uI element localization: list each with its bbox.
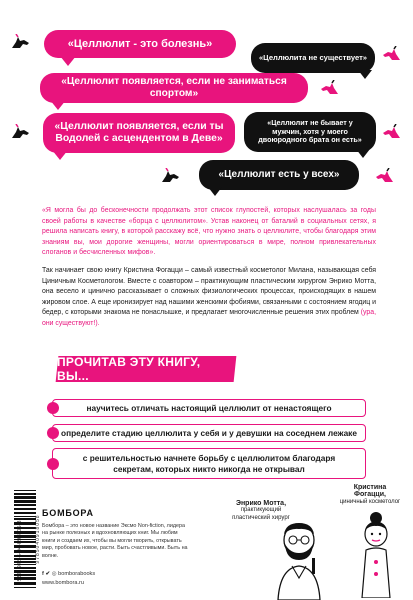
barcode <box>14 488 36 592</box>
benefit-item <box>52 448 366 479</box>
barcode-bar <box>14 527 36 529</box>
benefit-item <box>52 424 366 442</box>
barcode-bar <box>14 582 36 585</box>
author-caption-motta <box>224 500 298 522</box>
myth-bubble-disease <box>44 30 236 58</box>
unicorn-icon <box>380 46 402 62</box>
barcode-bar <box>14 577 36 580</box>
myth-text: «Целлюлит появляется, если ты Водолей с асцендентом в Деве» <box>54 120 224 144</box>
cta-banner <box>56 356 237 382</box>
bubble-tail <box>208 187 222 196</box>
book-description <box>42 266 376 330</box>
cta-text: ПРОЧИТАВ ЭТУ КНИГУ, ВЫ... <box>57 355 201 383</box>
bubble-tail <box>60 56 76 66</box>
myth-bubble-not-exists <box>251 43 375 73</box>
barcode-bar <box>14 504 36 506</box>
barcode-bar <box>14 493 36 495</box>
barcode-bar <box>14 490 36 491</box>
benefit-text: научитесь отличать настоящий целлюлит от ненастоящего <box>86 402 332 413</box>
unicorn-icon <box>160 168 182 184</box>
myth-text: «Целлюлит появляется, если не заниматься спортом» <box>61 75 287 99</box>
bubble-tail <box>52 150 68 160</box>
barcode-bar <box>14 541 36 543</box>
author-name: Энрико Мотта, <box>235 500 287 507</box>
author-role: циничный косметолог <box>339 498 401 505</box>
myth-text: «Целлюлит - это болезнь» <box>67 37 213 50</box>
social-links <box>42 571 95 577</box>
benefit-text: с решительностью начнете борьбу с целлюлитом благодаря секретам, которых никто никогда не открывал <box>82 453 336 474</box>
vk-icon[interactable]: f <box>42 571 44 577</box>
social-handle[interactable]: bomborabooks <box>58 571 96 577</box>
barcode-bar <box>14 558 36 560</box>
benefit-item <box>52 399 366 417</box>
publisher-logo: БОМБОРА <box>42 508 94 518</box>
unicorn-icon <box>318 80 340 96</box>
instagram-icon[interactable]: ◎ <box>51 571 57 577</box>
unicorn-icon <box>380 124 402 140</box>
unicorn-icon <box>373 168 395 184</box>
myth-bubble-men <box>244 112 376 152</box>
description-text: Так начинает свою книгу Кристина Фогацци – самый известный косметолог Милана, называющая себя Циничным Косметологом. Вместе с соавтором – практикующим пластическим хирургом Энрико Мотта, она весело и цинично рассказывает о сложных физиологических процессах, происходящих в нашем жировом слое. А еще иронизирует над нашими женскими фобиями, связанными с состоянием ягодиц и бедер, с которыми знакома не понаслышке, и предлагает многочисленные решения этих проблем <box>42 267 376 317</box>
bubble-tail <box>358 70 372 79</box>
barcode-bar <box>14 567 36 569</box>
barcode-bar <box>14 564 36 565</box>
bullet-dot-icon <box>47 458 59 470</box>
barcode-bar <box>14 516 36 517</box>
author-name: Кристина Фогацци, <box>353 484 387 499</box>
benefit-text: определите стадию целлюлита у себя и у девушки на соседнем лежаке <box>61 427 357 438</box>
barcode-bar <box>14 508 36 510</box>
barcode-bar <box>14 570 36 573</box>
barcode-bar <box>14 539 36 540</box>
barcode-bar <box>14 522 36 525</box>
barcode-bar <box>14 512 36 514</box>
barcode-bar <box>14 574 36 576</box>
publisher-site[interactable]: www.bombora.ru <box>42 580 84 586</box>
bullet-dot-icon <box>47 402 59 414</box>
barcode-bar <box>14 535 36 538</box>
myth-text: «Целлюлит не бывает у мужчин, хотя у моего двоюродного брата он есть» <box>258 118 362 145</box>
scalpel-icon <box>312 558 315 574</box>
bubble-tail <box>50 100 66 110</box>
unicorn-icon <box>10 124 32 140</box>
bullet-dot-icon <box>47 427 59 439</box>
unicorn-icon <box>10 34 32 50</box>
barcode-bar <box>14 587 36 588</box>
myth-bubble-everyone <box>199 160 359 190</box>
barcode-bar <box>14 561 36 563</box>
description-highlight: (ура, они существуют!). <box>42 309 376 327</box>
surgeon-illustration <box>272 520 326 600</box>
author-caption-fogazzi <box>338 484 402 506</box>
author-quote: «Я могла бы до бесконечности продолжать этот список глупостей, которых наслушалась за годы своей работы в качестве «борца с целлюлитом». Устав наконец от баталий в социальных сетях, я решила написать книгу, в которой расскажу всё, что нужно знать о целлюлите, чтобы благодаря этим знаниям вы, мои дорогие женщины, могли ориентироваться в мире, полном привлекательных слоганов и бесчисленных мифов». <box>42 207 376 257</box>
barcode-bar <box>14 545 36 548</box>
myth-bubble-sport <box>40 73 308 103</box>
barcode-bar <box>14 550 36 553</box>
myth-text: «Целлюлита не существует» <box>258 52 368 62</box>
publisher-description: Бомбора – это новое название Эксмо Non-fiction, лидера на рынке полезных и вдохновляющих книг. Мы любим книги и создаем их, чтобы вы могли творить, открывать мир, пробовать новое, расти. Быть счастливыми. Быть на волне. <box>42 523 188 559</box>
bubble-tail <box>356 149 370 158</box>
barcode-bar <box>14 500 36 503</box>
barcode-bar <box>14 531 36 534</box>
barcode-digits: 9785040918058 <box>35 514 41 564</box>
barcode-bar <box>14 555 36 557</box>
myth-bubble-aquarius <box>43 113 235 153</box>
author-role: практикующий пластический хирург <box>232 507 290 521</box>
myth-text: «Целлюлит есть у всех» <box>218 169 340 181</box>
cosmetologist-illustration <box>350 510 400 598</box>
barcode-bar <box>14 496 36 499</box>
facebook-icon[interactable]: ✔ <box>45 571 51 577</box>
barcode-bar <box>14 518 36 520</box>
